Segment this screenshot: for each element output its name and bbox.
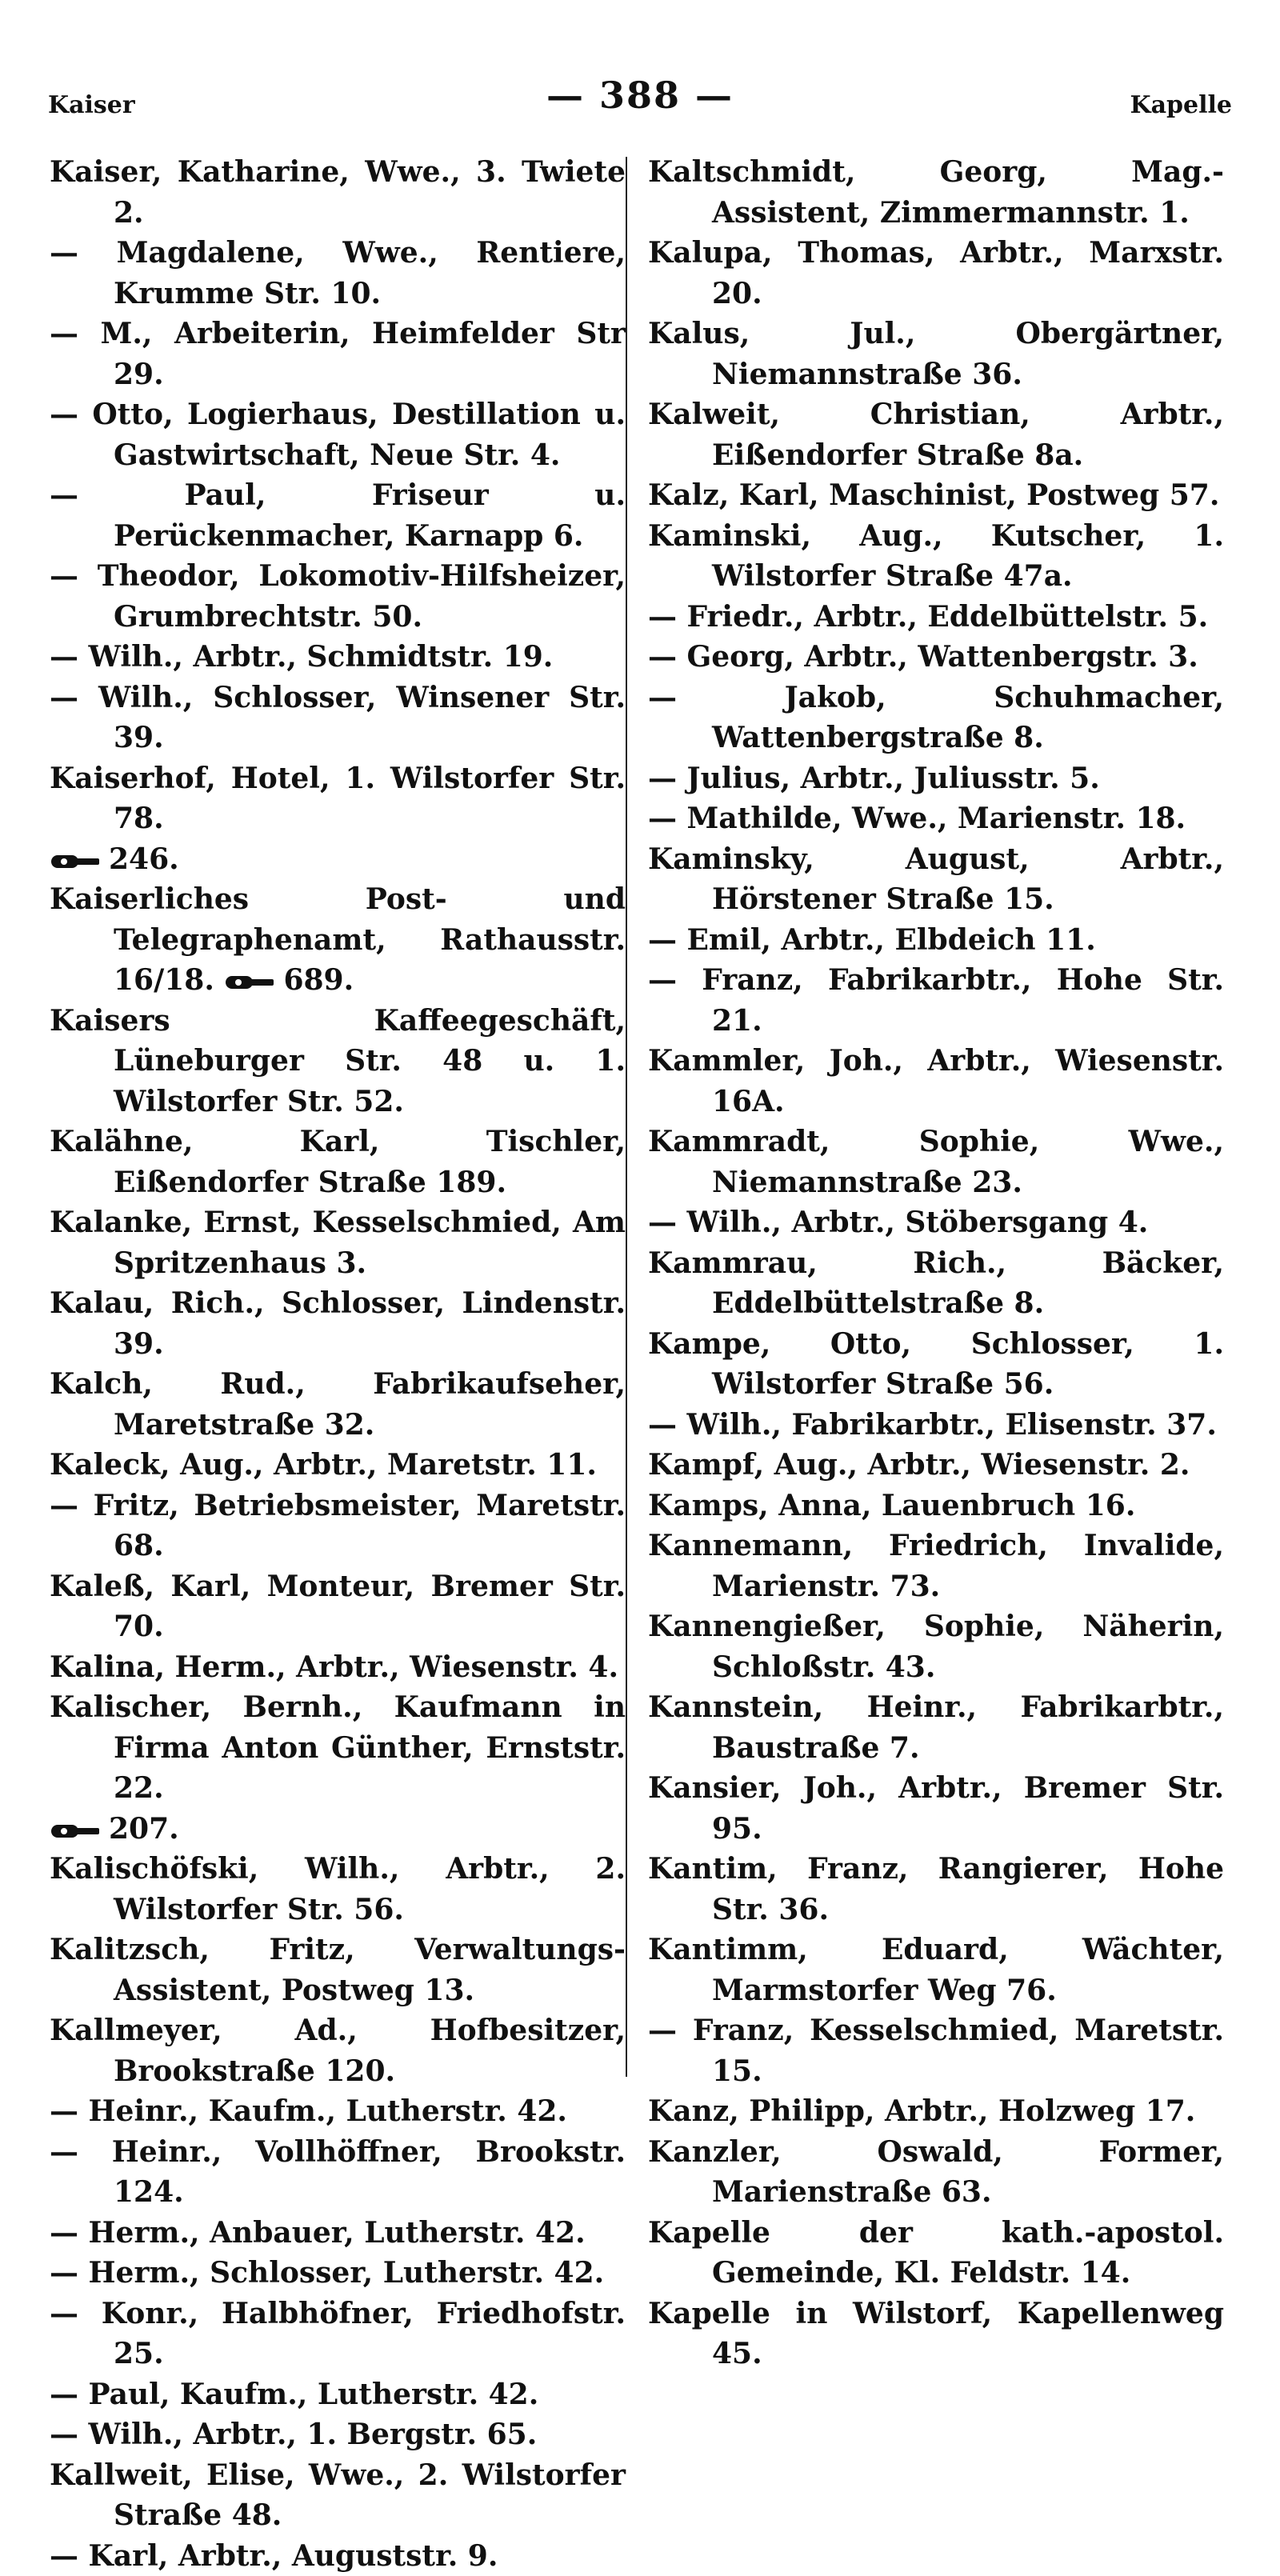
running-head-right: Kapelle — [1130, 91, 1232, 119]
directory-entry — [50, 879, 626, 1001]
directory-entry: Kanz, Philipp, Arbtr., Holzweg 17. — [648, 2091, 1224, 2132]
directory-entry: — Friedr., Arbtr., Eddelbüttelstr. 5. — [648, 597, 1224, 638]
directory-entry: Kaltschmidt, Georg, Mag.-Assistent, Zimmermannstr. 1. — [648, 152, 1224, 233]
directory-entry: Kalz, Karl, Maschinist, Postweg 57. — [648, 475, 1224, 516]
directory-entry: — Franz, Fabrikarbtr., Hohe Str. 21. — [648, 960, 1224, 1041]
telephone-icon — [224, 971, 275, 994]
directory-entry: — Herm., Schlosser, Lutherstr. 42. — [50, 2253, 626, 2294]
directory-entry: — Magdalene, Wwe., Rentiere, Krumme Str. 10. — [50, 233, 626, 314]
directory-entry: — Paul, Kaufm., Lutherstr. 42. — [50, 2374, 626, 2415]
directory-entry: Kalupa, Thomas, Arbtr., Marxstr. 20. — [648, 233, 1224, 314]
page-header — [48, 74, 1232, 130]
directory-entry: — Heinr., Vollhöffner, Brookstr. 124. — [50, 2132, 626, 2213]
directory-entry: Kalischöfski, Wilh., Arbtr., 2. Wilstorfer Str. 56. — [50, 1849, 626, 1930]
directory-entry: — Heinr., Kaufm., Lutherstr. 42. — [50, 2091, 626, 2132]
right-column — [648, 152, 1224, 2374]
directory-entry: Kallweit, Elise, Wwe., 2. Wilstorfer Straße 48. — [50, 2455, 626, 2536]
page-number: — 388 — — [48, 74, 1232, 117]
directory-entry: Kalch, Rud., Fabrikaufseher, Maretstraße 32. — [50, 1364, 626, 1445]
directory-entry: Kalischer, Bernh., Kaufmann in Firma Anton Günther, Ernststr. 22. — [50, 1687, 626, 1809]
directory-entry: Kalina, Herm., Arbtr., Wiesenstr. 4. — [50, 1647, 626, 1688]
directory-entry: — Jakob, Schuhmacher, Wattenbergstraße 8. — [648, 678, 1224, 758]
phone-entry — [50, 1809, 626, 1850]
entry-text: Kaiserliches Post- und Telegraphenamt, Rathausstr. 16/18. — [50, 882, 626, 997]
directory-entry: Kalähne, Karl, Tischler, Eißendorfer Straße 189. — [50, 1122, 626, 1202]
running-head-left: Kaiser — [48, 91, 135, 119]
directory-entry: — Franz, Kesselschmied, Maretstr. 15. — [648, 2010, 1224, 2091]
directory-entry: Kaiser, Katharine, Wwe., 3. Twiete 2. — [50, 152, 626, 233]
directory-entry: Kaleck, Aug., Arbtr., Maretstr. 11. — [50, 1445, 626, 1486]
directory-entry: Kallmeyer, Ad., Hofbesitzer, Brookstraße 120. — [50, 2010, 626, 2091]
phone-entry — [50, 839, 626, 880]
directory-entry: — Emil, Arbtr., Elbdeich 11. — [648, 920, 1224, 961]
directory-entry: Kapelle der kath.-apostol. Gemeinde, Kl. Feldstr. 14. — [648, 2213, 1224, 2294]
directory-entry: — Paul, Friseur u. Perückenmacher, Karnapp 6. — [50, 475, 626, 556]
directory-entry: Kapelle in Wilstorf, Kapellenweg 45. — [648, 2294, 1224, 2374]
directory-entry: Kaleß, Karl, Monteur, Bremer Str. 70. — [50, 1566, 626, 1647]
directory-entry: Kansier, Joh., Arbtr., Bremer Str. 95. — [648, 1768, 1224, 1849]
directory-entry: — Karl, Arbtr., Auguststr. 9. — [50, 2536, 626, 2576]
directory-entry: — Konr., Halbhöfner, Friedhofstr. 25. — [50, 2294, 626, 2374]
directory-entry: — Wilh., Arbtr., Schmidtstr. 19. — [50, 637, 626, 678]
directory-entry: — Fritz, Betriebsmeister, Maretstr. 68. — [50, 1486, 626, 1566]
directory-entry: — Wilh., Arbtr., 1. Bergstr. 65. — [50, 2414, 626, 2455]
directory-entry: Kammradt, Sophie, Wwe., Niemannstraße 23. — [648, 1122, 1224, 1202]
directory-entry: Kaisers Kaffeegeschäft, Lüneburger Str. 48 u. 1. Wilstorfer Str. 52. — [50, 1001, 626, 1122]
directory-entry: Kannemann, Friedrich, Invalide, Marienstr. 73. — [648, 1526, 1224, 1606]
directory-entry: Kalanke, Ernst, Kesselschmied, Am Spritzenhaus 3. — [50, 1202, 626, 1283]
directory-entry: Kantimm, Eduard, Wächter, Marmstorfer Weg 76. — [648, 1930, 1224, 2010]
directory-entry: Kalus, Jul., Obergärtner, Niemannstraße 36. — [648, 314, 1224, 394]
directory-entry: Kamps, Anna, Lauenbruch 16. — [648, 1486, 1224, 1526]
directory-entry: Kammrau, Rich., Bäcker, Eddelbüttelstraße 8. — [648, 1243, 1224, 1324]
phone-number: 207. — [109, 1812, 179, 1846]
directory-entry: Kannstein, Heinr., Fabrikarbtr., Baustraße 7. — [648, 1687, 1224, 1768]
directory-entry: Kammler, Joh., Arbtr., Wiesenstr. 16A. — [648, 1041, 1224, 1122]
directory-entry: — M., Arbeiterin, Heimfelder Str 29. — [50, 314, 626, 394]
directory-entry: Kannengießer, Sophie, Näherin, Schloßstr. 43. — [648, 1606, 1224, 1687]
directory-entry: Kalau, Rich., Schlosser, Lindenstr. 39. — [50, 1283, 626, 1364]
left-column — [50, 152, 626, 2576]
directory-entry: Kaminsky, August, Arbtr., Hörstener Straße 15. — [648, 839, 1224, 920]
directory-entry: Kantim, Franz, Rangierer, Hohe Str. 36. — [648, 1849, 1224, 1930]
telephone-icon — [50, 1820, 101, 1842]
phone-number: 689. — [283, 963, 354, 997]
phone-number: 246. — [109, 842, 179, 876]
directory-entry: — Wilh., Fabrikarbtr., Elisenstr. 37. — [648, 1405, 1224, 1446]
directory-entry: — Herm., Anbauer, Lutherstr. 42. — [50, 2213, 626, 2254]
directory-entry: Kanzler, Oswald, Former, Marienstraße 63. — [648, 2132, 1224, 2213]
directory-entry: — Julius, Arbtr., Juliusstr. 5. — [648, 758, 1224, 799]
directory-entry: — Wilh., Schlosser, Winsener Str. 39. — [50, 678, 626, 758]
directory-entry: Kampe, Otto, Schlosser, 1. Wilstorfer Straße 56. — [648, 1324, 1224, 1405]
directory-entry: — Otto, Logierhaus, Destillation u. Gastwirtschaft, Neue Str. 4. — [50, 394, 626, 475]
directory-entry: — Georg, Arbtr., Wattenbergstr. 3. — [648, 637, 1224, 678]
directory-entry: Kampf, Aug., Arbtr., Wiesenstr. 2. — [648, 1445, 1224, 1486]
directory-entry: Kalitzsch, Fritz, Verwaltungs-Assistent, Postweg 13. — [50, 1930, 626, 2010]
directory-entry: Kaminski, Aug., Kutscher, 1. Wilstorfer Straße 47a. — [648, 516, 1224, 597]
directory-entry: — Theodor, Lokomotiv-Hilfsheizer, Grumbrechtstr. 50. — [50, 556, 626, 637]
directory-entry: Kalweit, Christian, Arbtr., Eißendorfer Straße 8a. — [648, 394, 1224, 475]
directory-entry: — Wilh., Arbtr., Stöbersgang 4. — [648, 1202, 1224, 1243]
column-divider — [626, 157, 627, 2077]
directory-entry: — Mathilde, Wwe., Marienstr. 18. — [648, 798, 1224, 839]
directory-entry: Kaiserhof, Hotel, 1. Wilstorfer Str. 78. — [50, 758, 626, 839]
telephone-icon — [50, 850, 101, 873]
